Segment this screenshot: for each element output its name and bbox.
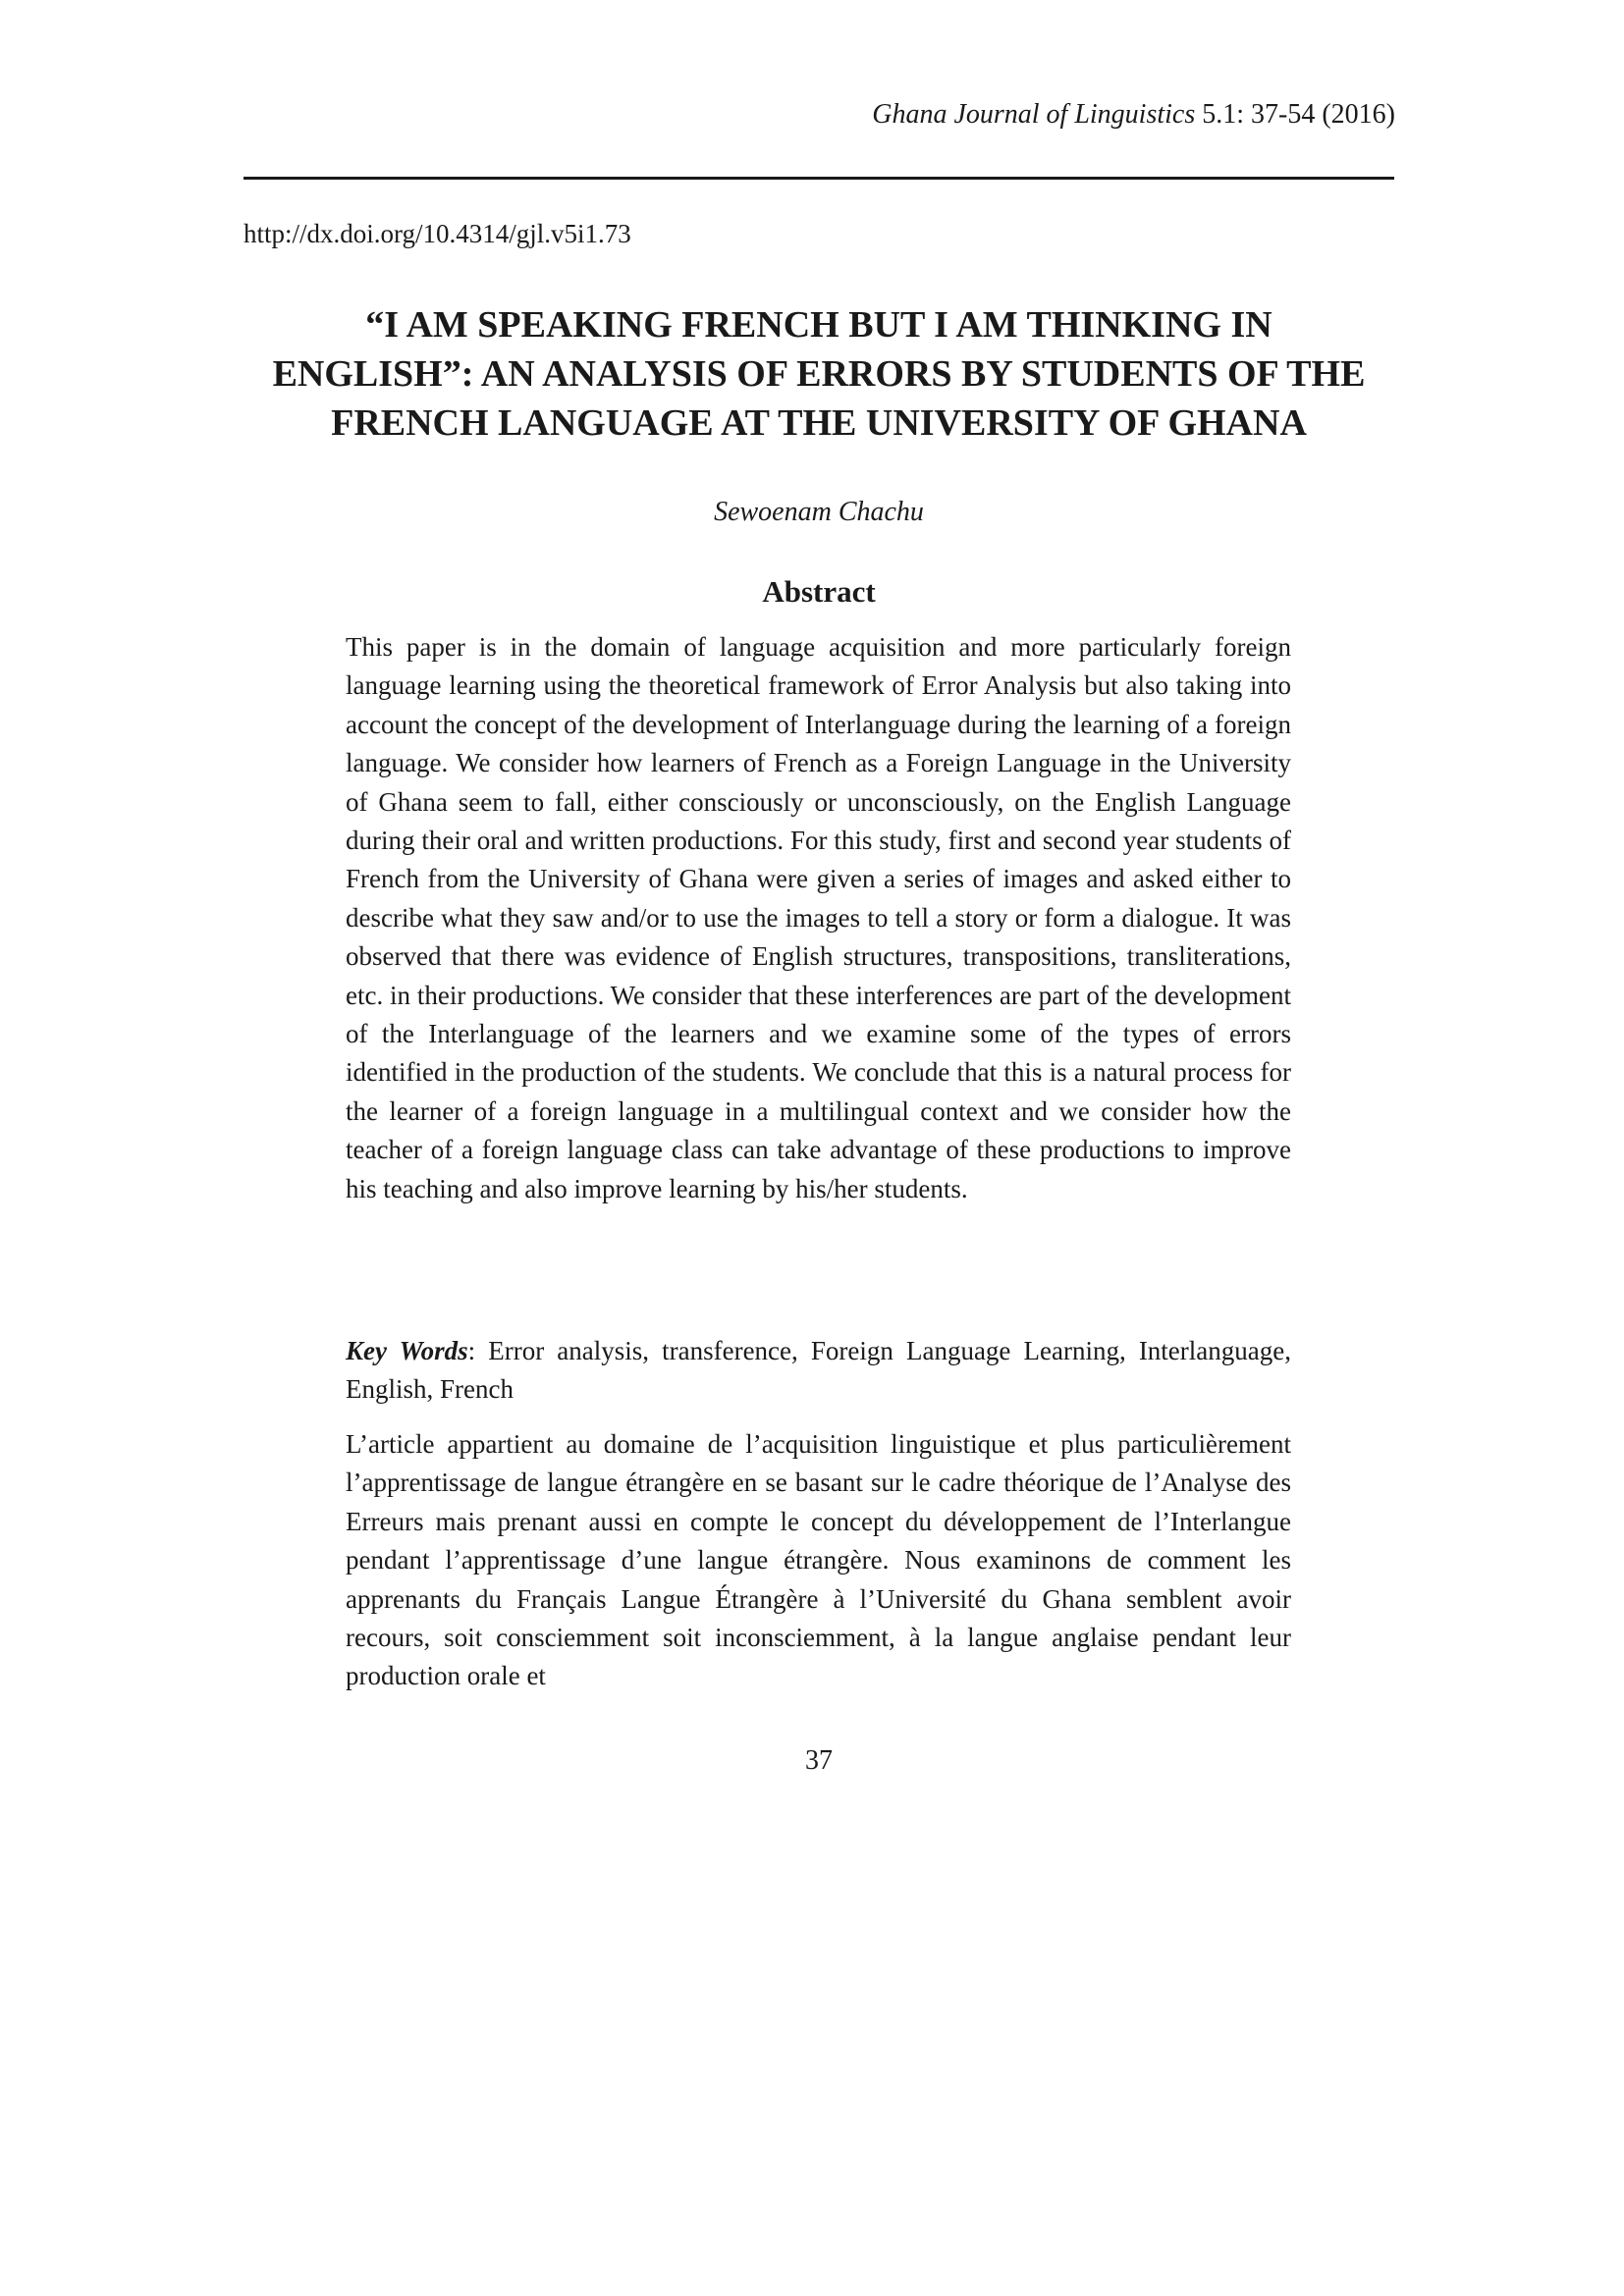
- title-line: ENGLISH”: AN ANALYSIS OF ERRORS BY STUDENTS OF THE: [272, 353, 1366, 395]
- author-name: Sewoenam Chachu: [714, 497, 924, 527]
- doi-link[interactable]: http://dx.doi.org/10.4314/gjl.v5i1.73: [244, 219, 631, 248]
- keywords-text: : Error analysis, transference, Foreign Language Learning, Interlanguage, English, French: [346, 1336, 1291, 1405]
- article-title: [244, 300, 1394, 448]
- title-line: “I AM SPEAKING FRENCH BUT I AM THINKING IN: [365, 304, 1272, 346]
- abstract-body: This paper is in the domain of language acquisition and more particularly foreign language learning using the theoretical framework of Error Analysis but also taking into account the concept of the development of Interlanguage during the learning of a foreign language. We consider how learners of French as a Foreign Language in the University of Ghana seem to fall, either consciously or unconsciously, on the English Language during their oral and written productions. For this study, first and second year students of French from the University of Ghana were given a series of images and asked either to describe what they saw and/or to use the images to tell a story or form a dialogue. It was observed that there was evidence of English structures, transpositions, transliterations, etc. in their productions. We consider that these interferences are part of the development of the Interlanguage of the learners and we examine some of the types of errors identified in the production of the students. We conclude that this is a natural process for the learner of a foreign language in a multilingual context and we consider how the teacher of a foreign language class can take advantage of these productions to improve his teaching and also improve learning by his/her students.: [346, 632, 1291, 1203]
- journal-citation: 5.1: 37-54 (2016): [1195, 99, 1395, 130]
- page-number: 37: [805, 1745, 833, 1776]
- keywords: [346, 1332, 1291, 1410]
- journal-name: Ghana Journal of Linguistics: [872, 99, 1196, 130]
- french-abstract: L’article appartient au domaine de l’acquisition linguistique et plus particulièrement l’apprentissage de langue étrangère en se basant sur le cadre théorique de l’Analyse des Erreurs mais prenant aussi en compte le concept du développement de l’Interlangue pendant l’apprentissage d’une langue étrangère. Nous examinons de comment les apprenants du Français Langue Étrangère à l’Université du Ghana semblent avoir recours, soit consciemment soit inconsciemment, à la langue anglaise pendant leur production orale et: [346, 1429, 1291, 1691]
- keywords-label: Key Words: [346, 1336, 468, 1365]
- title-line: FRENCH LANGUAGE AT THE UNIVERSITY OF GHANA: [331, 402, 1307, 444]
- abstract-heading: Abstract: [762, 574, 876, 609]
- running-header: [872, 98, 1395, 132]
- header-rule: [244, 177, 1394, 180]
